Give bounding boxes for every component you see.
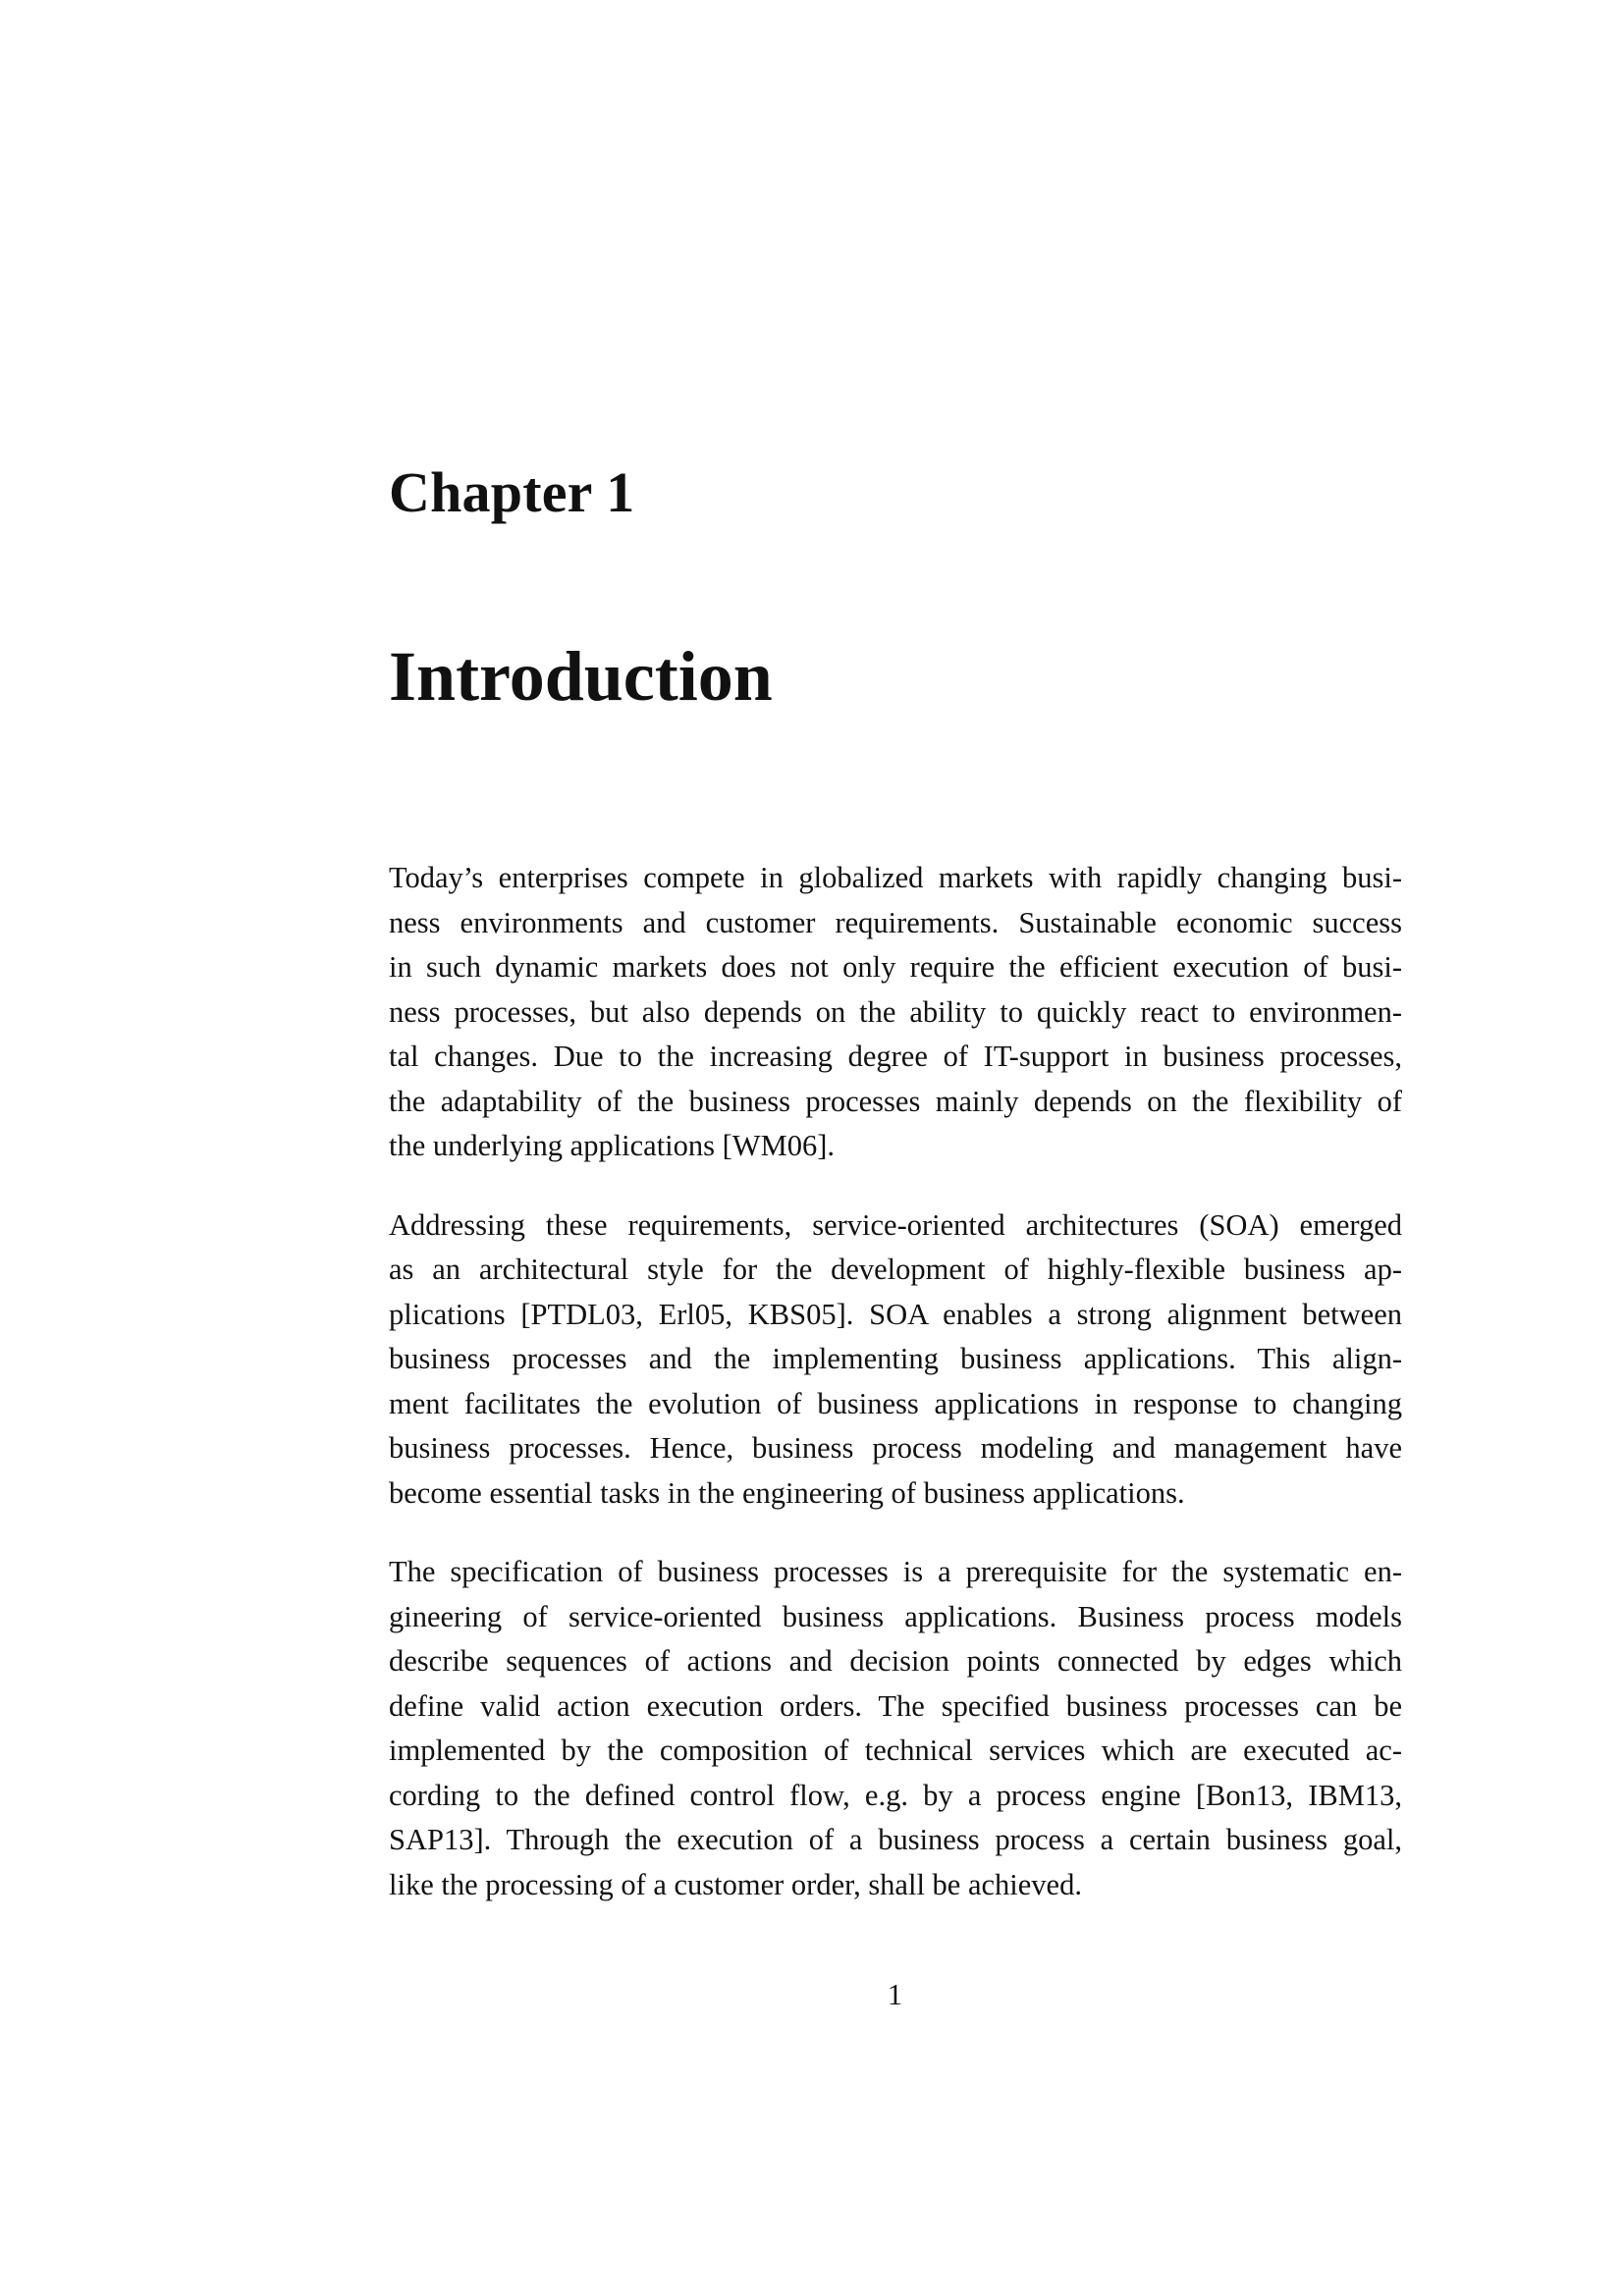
text-line: describe sequences of actions and decision points connected by edges which: [389, 1644, 1402, 1678]
text-line: ness processes, but also depends on the ability to quickly react to environmen-: [389, 994, 1402, 1029]
text-line: SAP13]. Through the execution of a business process a certain business goal,: [389, 1823, 1402, 1856]
text-line: in such dynamic markets does not only require the efficient execution of busi-: [389, 950, 1402, 984]
chapter-title: Introduction: [389, 637, 773, 716]
text-line: tal changes. Due to the increasing degree of IT-support in business processes,: [389, 1040, 1402, 1073]
text-line: the adaptability of the business processes mainly depends on the flexibility of: [389, 1084, 1402, 1118]
text-line: cording to the defined control flow, e.g. by a process engine [Bon13, IBM13,: [389, 1778, 1402, 1812]
text-line: implemented by the composition of technical services which are executed ac-: [389, 1734, 1402, 1767]
text-line: become essential tasks in the engineering of business applications.: [389, 1475, 1185, 1510]
text-line: Addressing these requirements, service-oriented architectures (SOA) emerged: [389, 1207, 1402, 1242]
paragraph-1: [389, 856, 1402, 1169]
text-line: define valid action execution orders. The specified business processes can be: [389, 1688, 1402, 1723]
chapter-number: Chapter 1: [389, 460, 635, 524]
text-line: plications [PTDL03, Erl05, KBS05]. SOA enables a strong alignment between: [389, 1297, 1402, 1331]
text-line: gineering of service-oriented business applications. Business process models: [389, 1599, 1402, 1633]
text-line: as an architectural style for the development of highly-flexible business ap-: [389, 1253, 1402, 1286]
text-line: business processes and the implementing business applications. This align-: [389, 1342, 1402, 1375]
text-line: the underlying applications [WM06].: [389, 1129, 836, 1162]
text-line: Today’s enterprises compete in globalized markets with rapidly changing busi-: [389, 861, 1402, 894]
body-text: [389, 856, 1402, 1942]
page-number: 1: [887, 1978, 903, 2011]
text-line: like the processing of a customer order, shall be achieved.: [389, 1867, 1082, 1901]
paragraph-2: [389, 1203, 1402, 1517]
text-line: business processes. Hence, business process modeling and management have: [389, 1431, 1402, 1465]
text-line: ment facilitates the evolution of business applications in response to changing: [389, 1386, 1402, 1420]
text-line: The specification of business processes is a prerequisite for the systematic en-: [389, 1555, 1402, 1588]
paragraph-3: [389, 1550, 1402, 1907]
text-line: ness environments and customer requirements. Sustainable economic success: [389, 905, 1402, 939]
